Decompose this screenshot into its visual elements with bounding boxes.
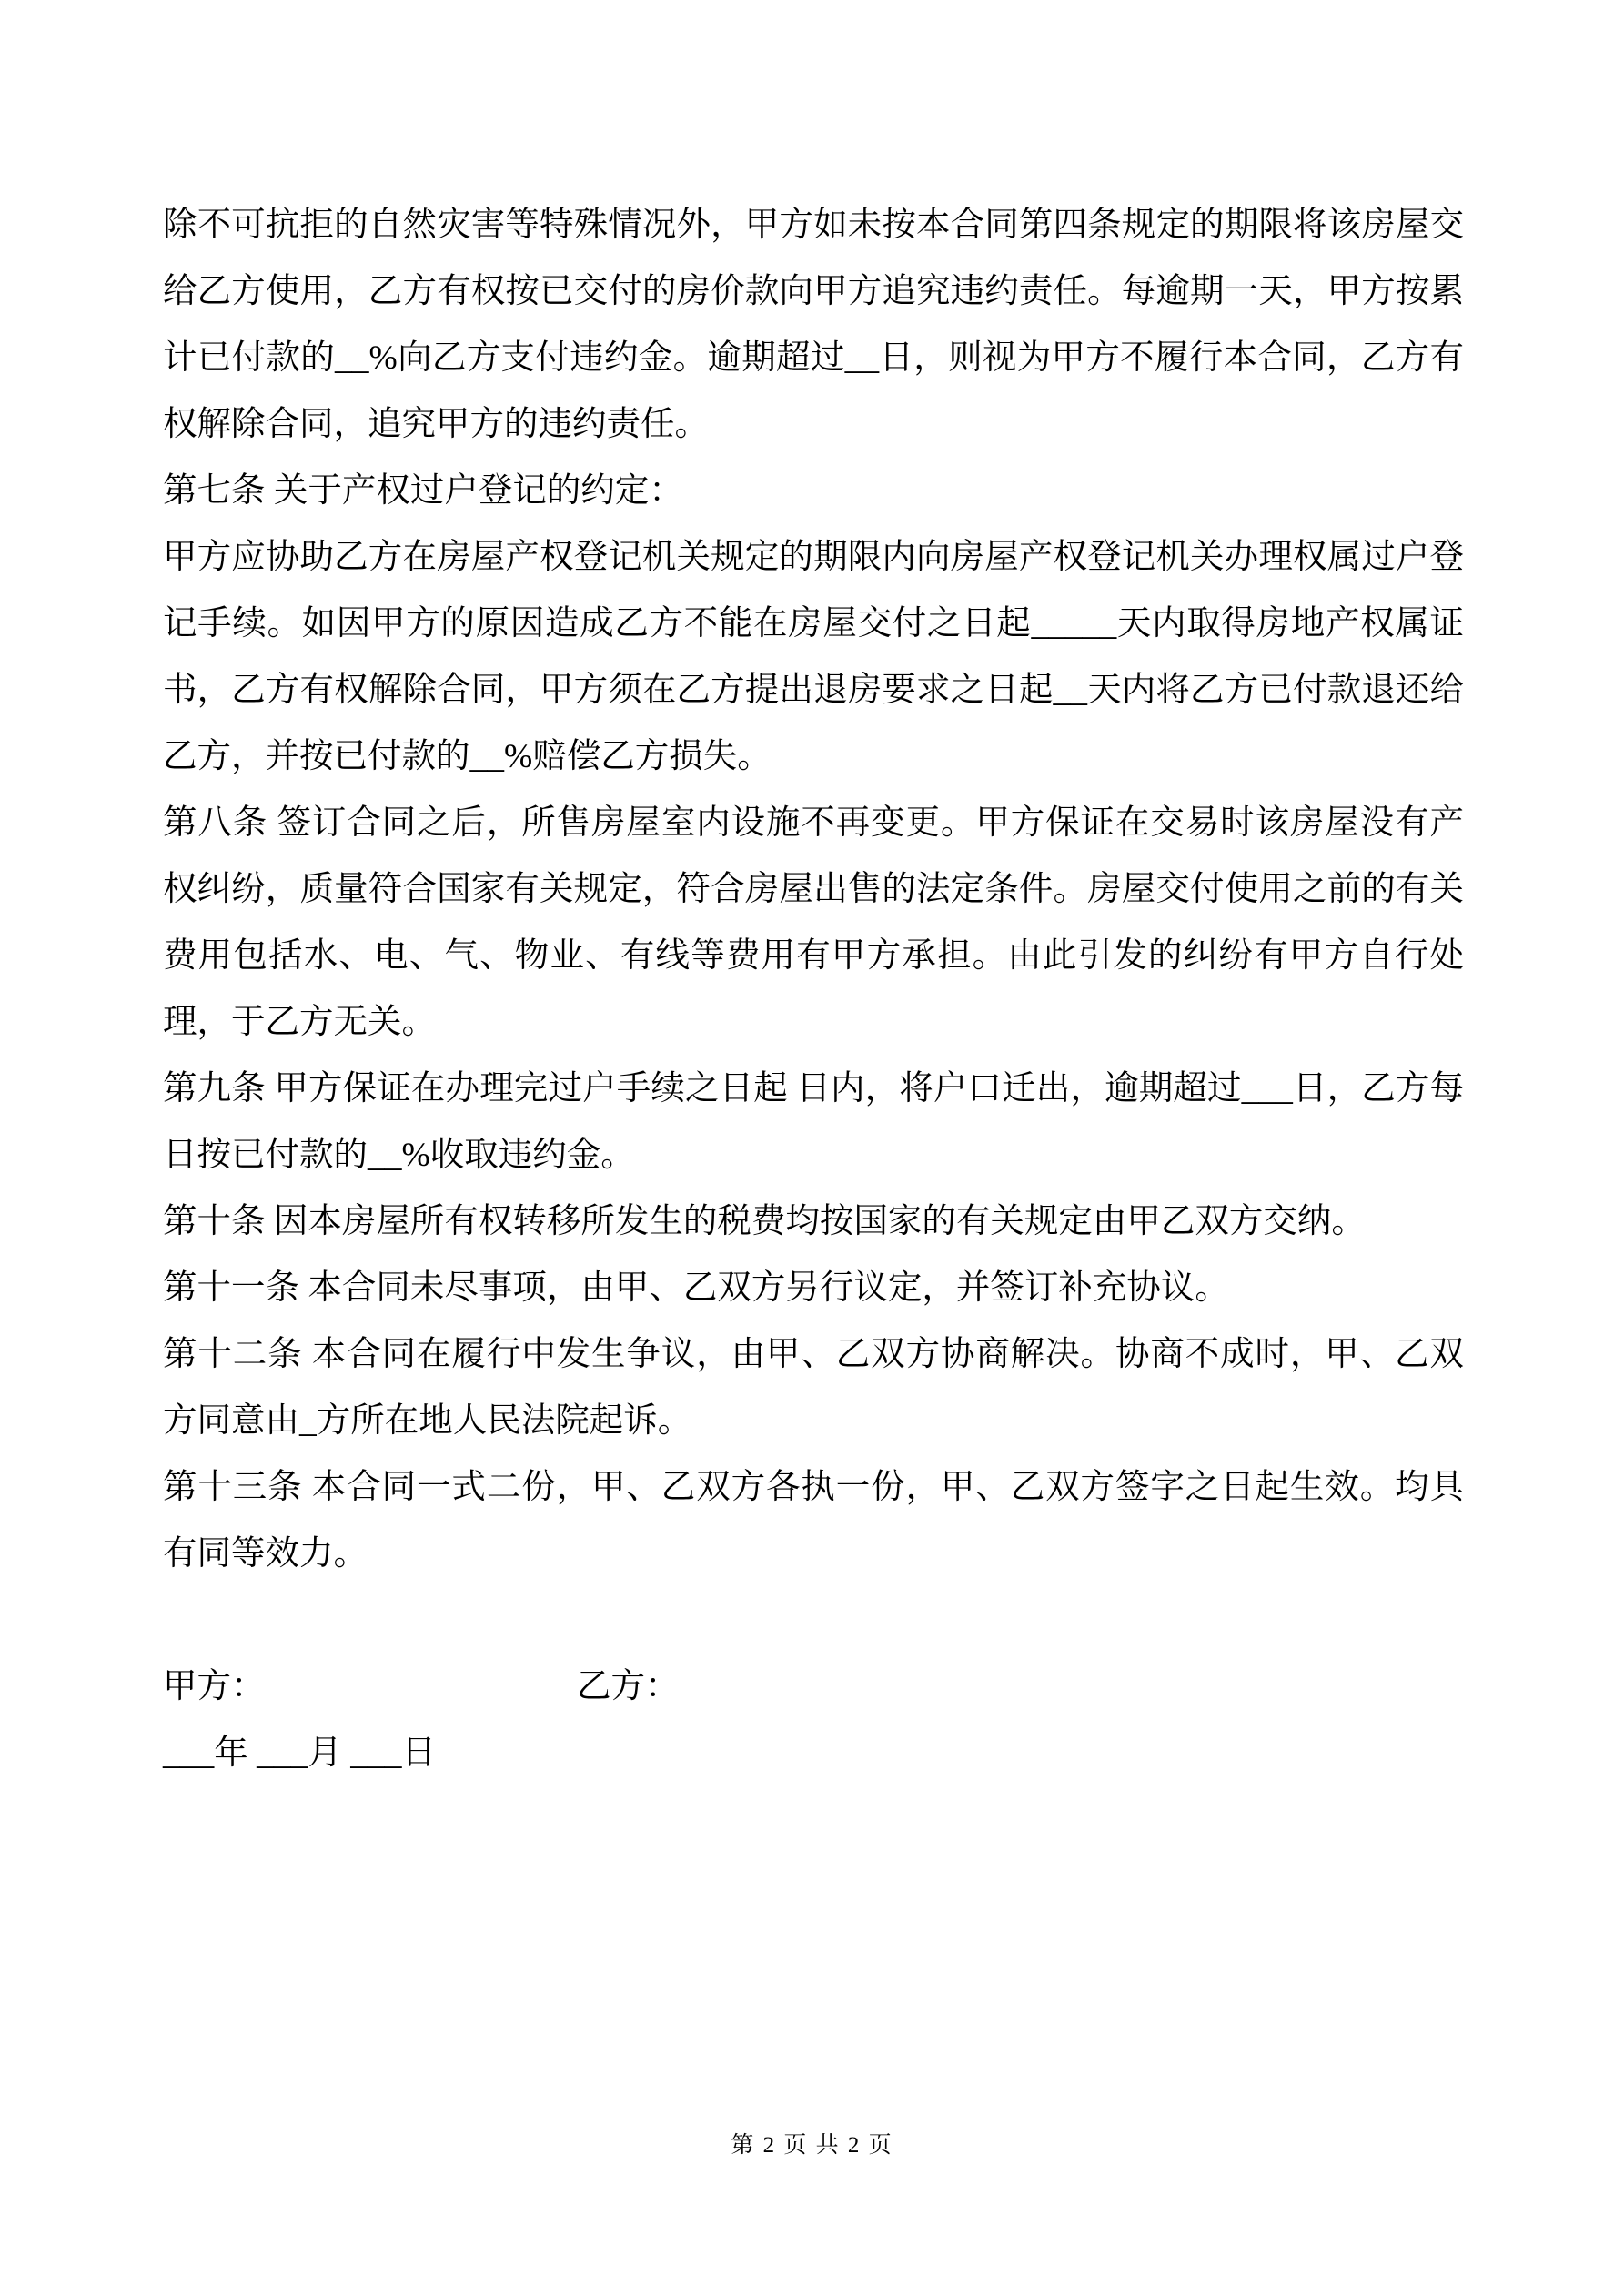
contract-clause: 除不可抗拒的自然灾害等特殊情况外，甲方如未按本合同第四条规定的期限将该房屋交给乙方使用，乙方有权按已交付的房价款向甲方追究违约责任。每逾期一天，甲方按累计已付款的__%向乙方支付违约金。逾期超过__日，则视为甲方不履行本合同，乙方有权解除合同，追究甲方的违约责任。 xyxy=(163,207,1464,443)
date-line: ___年 ___月 ___日 xyxy=(163,1735,436,1772)
contract-clause: 第十一条 本合同未尽事项，由甲、乙双方另行议定，并签订补充协议。 xyxy=(163,1269,1229,1307)
party-b-label: 乙方： xyxy=(577,1668,680,1705)
page-footer: 第 2 页 共 2 页 xyxy=(731,2133,893,2158)
contract-clause: 第九条 甲方保证在办理完过户手续之日起 日内，将户口迁出，逾期超过___日，乙方每日按已付款的__%收取违约金。 xyxy=(163,1070,1464,1174)
contract-clause: 第八条 签订合同之后，所售房屋室内设施不再变更。甲方保证在交易时该房屋没有产权纠纷，质量符合国家有关规定，符合房屋出售的法定条件。房屋交付使用之前的有关费用包括水、电、气、物业、有线等费用有甲方承担。由此引发的纠纷有甲方自行处理，于乙方无关。 xyxy=(163,804,1464,1041)
contract-clause-heading: 第七条 关于产权过户登记的约定： xyxy=(163,472,683,510)
contract-clause: 甲方应协助乙方在房屋产权登记机关规定的期限内向房屋产权登记机关办理权属过户登记手续。如因甲方的原因造成乙方不能在房屋交付之日起_____天内取得房地产权属证书，乙方有权解除合同，甲方须在乙方提出退房要求之日起__天内将乙方已付款退还给乙方，并按已付款的__%赔偿乙方损失。 xyxy=(163,539,1464,775)
contract-clause: 第十条 因本房屋所有权转移所发生的税费均按国家的有关规定由甲乙双方交纳。 xyxy=(163,1203,1366,1240)
contract-clause: 第十三条 本合同一式二份，甲、乙双方各执一份，甲、乙双方签字之日起生效。均具有同等效力。 xyxy=(163,1469,1464,1573)
contract-body xyxy=(163,192,1464,1786)
party-a-label: 甲方： xyxy=(163,1668,266,1705)
signature-row xyxy=(163,1654,1464,1720)
contract-clause: 第十二条 本合同在履行中发生争议，由甲、乙双方协商解决。协商不成时，甲、乙双方同意由_方所在地人民法院起诉。 xyxy=(163,1336,1464,1440)
